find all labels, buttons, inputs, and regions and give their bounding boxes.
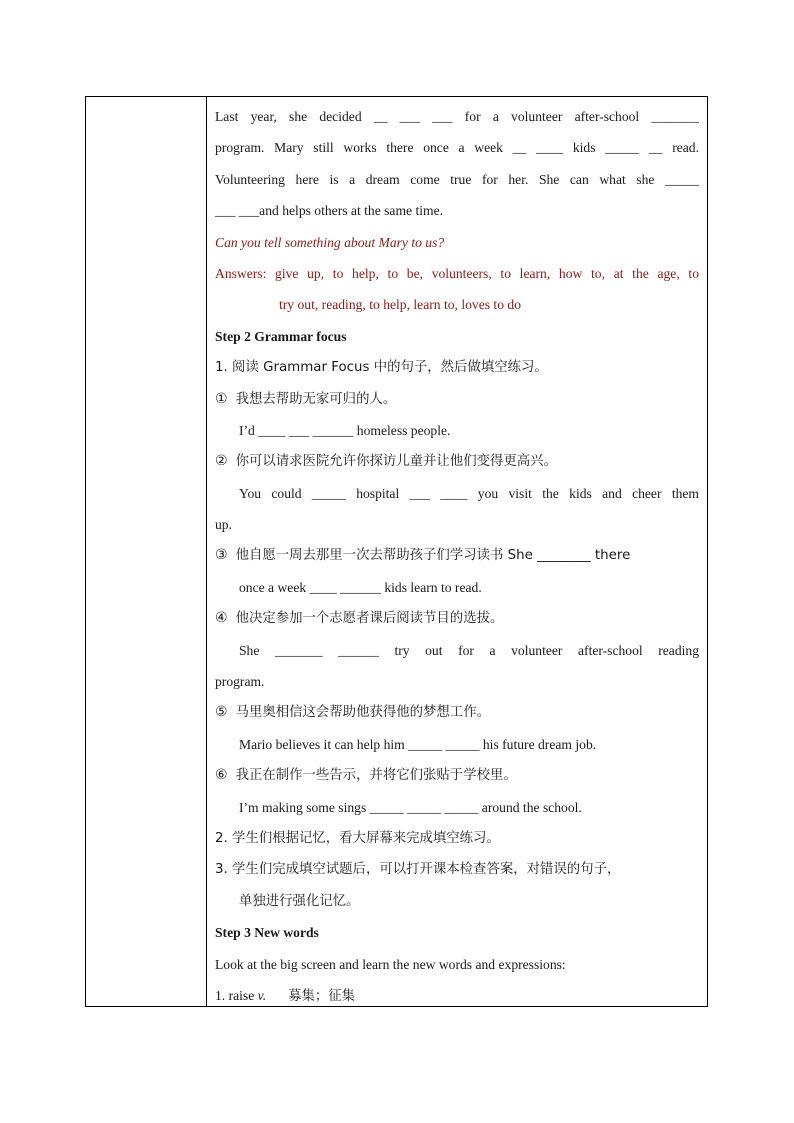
item-number: ④ xyxy=(215,610,228,627)
item-2-en-2: up. xyxy=(215,517,232,533)
item-cn-text: 马里奥相信这会帮助他获得他的梦想工作。 xyxy=(235,705,490,721)
question-text: Can you tell something about Mary to us? xyxy=(215,234,445,250)
item-4-en-1: She _______ ______ try out for a volunteer after-school reading xyxy=(239,642,699,658)
left-column-cell xyxy=(86,97,207,1006)
item-number: ① xyxy=(215,390,228,407)
item-2-cn xyxy=(215,446,699,477)
item-cn-text: 我正在制作一些告示，并将它们张贴于学校里。 xyxy=(235,768,517,784)
word-1-term: 1. raise xyxy=(215,987,255,1003)
item-2-en-1: You could _____ hospital ___ ____ you visit the kids and cheer them xyxy=(239,485,699,501)
word-1-meaning: 募集；征集 xyxy=(288,988,356,1004)
step2-instruction-3-line-2: 单独进行强化记忆。 xyxy=(239,893,360,909)
step2-instruction-1: 1. 阅读 Grammar Focus 中的句子，然后做填空练习。 xyxy=(215,360,548,376)
item-cn-text: 你可以请求医院允许你探访儿童并让他们变得更高兴。 xyxy=(235,454,557,470)
item-6-en: I’m making some sings _____ _____ _____ around the school. xyxy=(239,799,582,815)
item-1-en: I’d ____ ___ ______ homeless people. xyxy=(239,422,451,438)
item-cn-text: 我想去帮助无家可归的人。 xyxy=(235,391,397,407)
paragraph-line-4: ___ ___and helps others at the same time. xyxy=(215,203,444,219)
item-5-en: Mario believes it can help him _____ _____ his future dream job. xyxy=(239,736,597,752)
item-4-cn xyxy=(215,603,699,634)
item-1-cn xyxy=(215,384,699,415)
paragraph-line-1: Last year, she decided __ ___ ___ for a volunteer after-school _______ xyxy=(215,109,699,124)
item-number: ⑤ xyxy=(215,704,228,721)
item-cn-text: 他决定参加一个志愿者课后阅读节目的选拔。 xyxy=(235,611,504,627)
item-3-cn xyxy=(215,540,699,571)
item-6-cn xyxy=(215,760,699,791)
item-number: ③ xyxy=(215,547,228,564)
word-1 xyxy=(215,980,699,1011)
item-3-en: once a week ____ ______ kids learn to read. xyxy=(239,579,482,595)
paragraph-line-2: program. Mary still works there once a week __ ____ kids _____ __ read. xyxy=(215,140,699,156)
step3-intro: Look at the big screen and learn the new words and expressions: xyxy=(215,956,566,972)
step2-instruction-3-line-1: 3. 学生们完成填空试题后，可以打开课本检查答案，对错误的句子， xyxy=(215,862,621,878)
step2-instruction-2: 2. 学生们根据记忆，看大屏幕来完成填空练习。 xyxy=(215,830,500,846)
item-number: ② xyxy=(215,453,228,470)
item-cn-text: 他自愿一周去那里一次去帮助孩子们学习读书 She ________ there xyxy=(235,548,631,564)
item-number: ⑥ xyxy=(215,767,228,784)
answers-line-2: try out, reading, to help, learn to, loves to do xyxy=(279,297,521,313)
item-4-en-2: program. xyxy=(215,674,265,690)
lesson-table xyxy=(85,96,708,1007)
step3-heading: Step 3 New words xyxy=(215,925,319,941)
content-cell xyxy=(207,97,707,1006)
item-5-cn xyxy=(215,697,699,728)
paragraph-line-3: Volunteering here is a dream come true for her. She can what she _____ xyxy=(215,171,699,187)
word-1-pos: v. xyxy=(257,987,267,1003)
step2-heading: Step 2 Grammar focus xyxy=(215,328,347,344)
answers-line-1: Answers: give up, to help, to be, volunteers, to learn, how to, at the age, to xyxy=(215,265,699,281)
